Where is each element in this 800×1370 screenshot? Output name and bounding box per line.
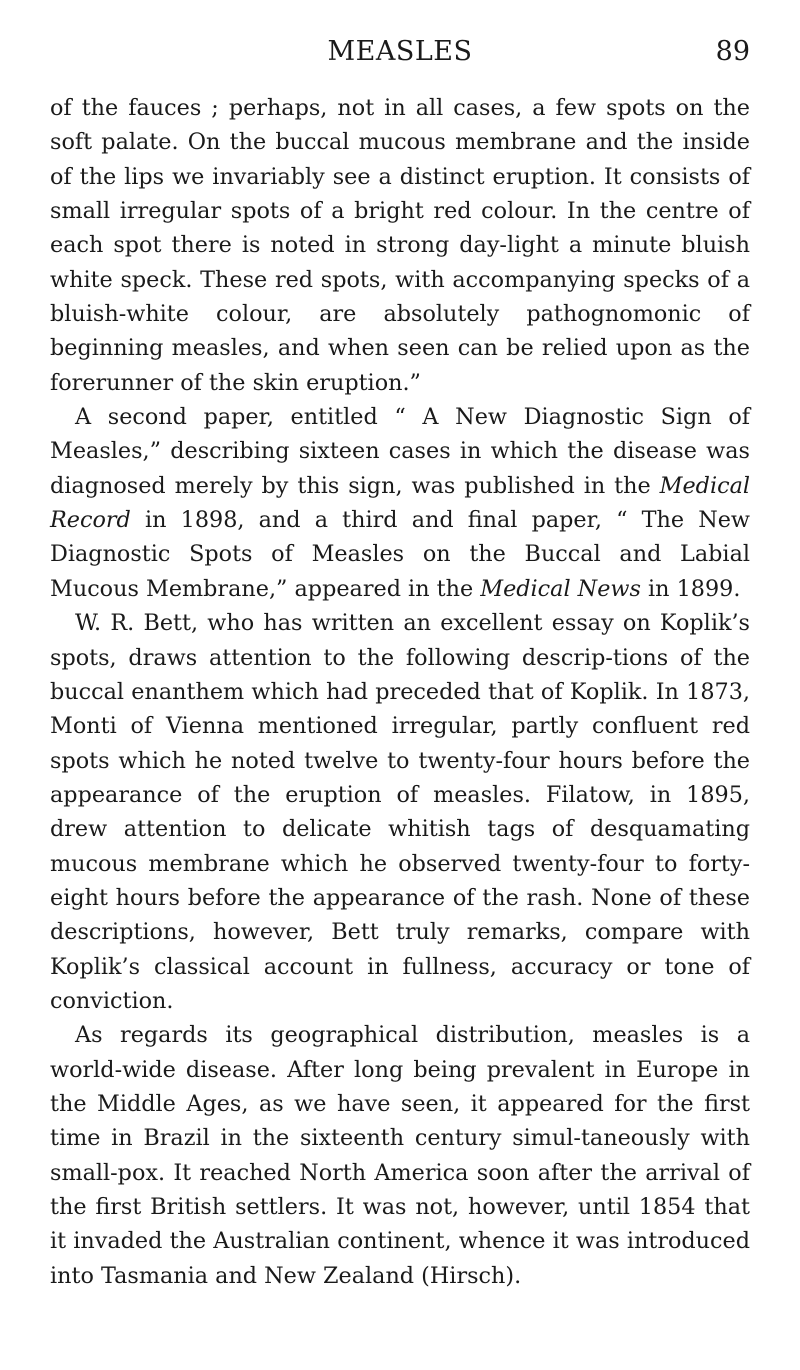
paragraph-text: in 1899. [640,575,741,602]
paragraph-text: A second paper, entitled “ A New Diagnostic Sign of Measles,” describing sixteen cases in which the disease was diagnosed merely by this sign, was published in the [50,404,750,499]
paragraph-text: W. R. Bett, who has written an excellent essay on Koplik’s spots, draws attention to the following descrip-tions of the buccal enanthem which had preceded that of Koplik. In 1873, Monti of Vienna mentioned irregular, partly confluent red spots which he noted twelve to twenty-four hours before the appearance of the eruption of measles. Filatow, in 1895, drew attention to delicate whitish tags of desquamating mucous membrane which he observed twenty-four to forty-eight hours before the appearance of the rash. None of these descriptions, however, Bett truly remarks, compare with Koplik’s classical account in fullness, accuracy or tone of conviction. [50,610,750,1014]
paragraph [50,606,750,1018]
running-title: MEASLES [327,36,473,67]
running-head [50,34,750,70]
journal-title: Medical News [480,575,641,602]
paragraph [50,1018,750,1293]
page-number: 89 [715,36,750,67]
body-text [50,91,750,1293]
journal-title: Medical Record [50,472,750,534]
paragraph-text: As regards its geographical distribution, measles is a world-wide disease. After long being prevalent in Europe in the Middle Ages, as we have seen, it appeared for the first time in Brazil in the sixteenth century simul-taneously with small-pox. It reached North America soon after the arrival of the first British settlers. It was not, however, until 1854 that it invaded the Australian continent, whence it was introduced into Tasmania and New Zealand (Hirsch). [50,1022,750,1289]
paragraph-text: in 1898, and a third and final paper, “ The New Diagnostic Spots of Measles on the Buccal and Labial Mucous Membrane,” appeared in the [50,507,750,602]
paragraph [50,400,750,606]
paragraph-continued [50,91,750,400]
paragraph-text: of the fauces ; perhaps, not in all cases, a few spots on the soft palate. On the buccal mucous membrane and the inside of the lips we invariably see a distinct eruption. It consists of small irregular spots of a bright red colour. In the centre of each spot there is noted in strong day-light a minute bluish white speck. These red spots, with accompanying specks of a bluish-white colour, are absolutely pathognomonic of beginning measles, and when seen can be relied upon as the forerunner of the skin eruption.” [50,95,750,396]
